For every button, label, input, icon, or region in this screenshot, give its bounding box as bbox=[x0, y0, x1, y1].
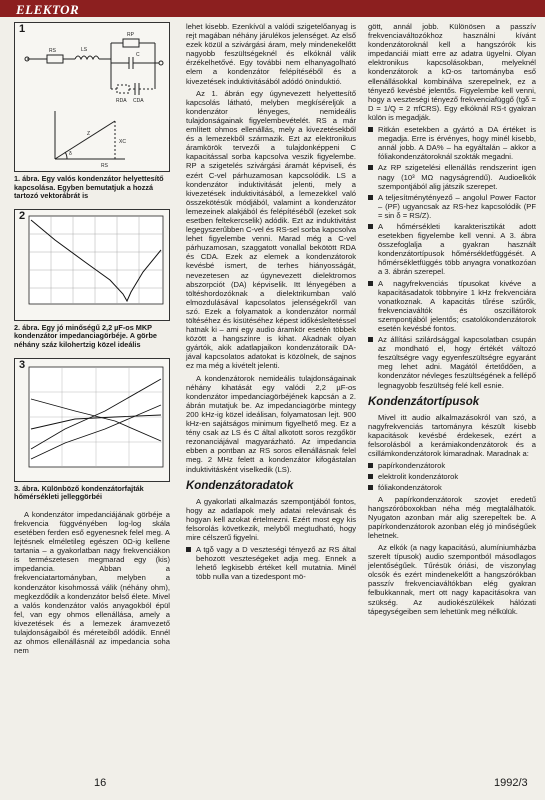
elektor-logo: ELEKTOR bbox=[16, 2, 80, 17]
col2-paragraph-2: Az 1. ábrán egy úgynevezett helyettesítő kapcsolás látható, melyben megkíséreljük a kondenzátor lényeges, nemideális tulajdonságainak figyelembevételét. RS a már említett ohmos ellenállás, mely a kivezetésekből és a lemezekből származik. Ezt az elektronikus áramkörök tervezői a tulajdonképpeni C kapacitással sorba kapcsolva veszik figyelembe. RP a szigetelés szivárgási áramát képviseli, és ezért C-vel párhuzamosan kapcsolódik. LS a kondenzátor induktivitását jelenti, mely a kivezetések induktivitásából, a lemezekkel való összekötésük módjából, valamint a kondenzátor lemezeinek alakjából és felépítéséből (ezeket sok esetben feltekercselik) adódik. Ezt az induktivitást legegyszerűbben C-vel és RS-sel sorba kapcsolva lehet figyelembe venni. Marad még a C-vel párhuzamosan, szaggatott vonallal bekötött RDA és CDA. Ezek az elemek a kondenzátorok kevésbé ismert, de terhes hiányosságát, nevezetesen az úgynevezett dielektromos abszorpciót (DA) képviselik. Itt lényegében a töltéshordozóknak a dielektrikumban való elmozdulásával kapcsolatos jelenségekről van szó. Ezek a folyamatok a kondenzátor normál töltéséhez és kisütéséhez képest időkésleltetéssel hatnak ki – ami egy audio áramkör esetén többek között a hangszínre is kihat. Akadnak olyan gyártók, akik adatlapjaikon kondenzátoraik DA-jával kapcsolatos adatokat is közölnek, de sajnos ez ma még a kivételt jelenti. bbox=[186, 88, 356, 371]
figure-1-number: 1 bbox=[19, 23, 26, 35]
col1-paragraph: A kondenzátor impedanciájának görbéje a frekvencia függvényében log-log skála esetében ferden eső egyenesnek felel meg. A lejtésnek elméletileg egészen 0Ω-ig kellene tartania – a gyakorlatban nagy frekvenciákon is természetesen megmarad egy (kis) impedancia. Abban a frekvenciatartományban, melyben a kondenzátor kisohmossá válik (néhány ohm), megkezdődik a kondenzátor belső élete. Mivel a valós kondenzátor valós anyagokból épül fel, van egy ohmos ellenállása, amely a kivezetések és a lemezek áramvezető tulajdonságaiból és méreteiből adódik. Ennél az ohmos ellenállásnál az impedancia soha nem bbox=[14, 509, 170, 656]
figure-1 bbox=[14, 22, 170, 172]
bullet-power-factor: A teljesítménytényező – angolul Power Factor – (PF) ugyancsak az RS-hez kapcsolódik (PF = sin δ = RS/Z). bbox=[368, 193, 536, 220]
bullet-tgd: A tgδ vagy a D veszteségi tényező az RS által behozott veszteségeket adja meg. Ennek a lehető legkisebb értéket kell mutatnia. Minél több nulla van a tizedespont mö- bbox=[186, 545, 356, 581]
col3-paragraph-2: Mivel itt audio alkalmazásokról van szó, a nagyfrekvenciás tartományra készült kisebb kapacitások kevésbé érdekesek, ezért a felsorolásból a kerámiakondenzátorok és a csillámkondenzátorok kimaradnak. Maradnak a: bbox=[368, 412, 536, 459]
figure-2 bbox=[14, 209, 170, 321]
bullet-da: Ritkán esetekben a gyártó a DA értéket is megadja. Erre is érvényes, hogy minél kisebb, annál jobb. A DA% – ha egyáltalán – akkor a fóliakondenzátoroknál szokták megadni. bbox=[368, 125, 536, 161]
issue-number: 1992/3 bbox=[494, 777, 528, 789]
figure-3 bbox=[14, 358, 170, 482]
svg-text:C: C bbox=[136, 52, 140, 58]
section-heading-kondenzatoradatok: Kondenzátoradatok bbox=[186, 479, 294, 492]
figure-3-caption: 3. ábra. Különböző kondenzátorfajták hőmérsékleti jelleggörbéi bbox=[14, 483, 144, 502]
magazine-header-bar bbox=[0, 0, 545, 17]
bullet-frequency: A nagyfrekvenciás típusokat kivéve a kapacitásadatok többnyire 1 kHz frekvenciára vonatkoznak. A kapacitás tűrése szűrők, frekvenciaváltók és oszcillátorok szempontjából jelentős; csatolókondenzátorok esetén kevésbé fontos. bbox=[368, 279, 536, 334]
svg-text:δ: δ bbox=[69, 151, 72, 157]
equivalent-circuit-diagram bbox=[15, 23, 169, 169]
svg-text:RP: RP bbox=[127, 32, 134, 38]
figure-3-number: 3 bbox=[19, 358, 26, 371]
list-item-paper: papírkondenzátorok bbox=[368, 461, 536, 470]
col2-paragraph-1: lehet kisebb. Ezenkívül a valódi szigetelőanyag is rejt magában néhány járulékos jelenséget. Az első ezek közül a szivárgási áram, mely mindenekelőtt nagyobb feszültségeknél és elkóknál válik érzékelhetővé. Egy további nem elhanyagolható elem a kondenzátor felépítéséből és a kivezetések induktivitásából adódó öninduktió. bbox=[186, 22, 356, 86]
svg-text:LS: LS bbox=[81, 47, 88, 53]
bullet-temperature: A hőmérsékleti karakterisztikát adott esetekben figyelembe kell venni. A 3. ábra összefoglalja a gyakran használt kondenzátortípusok hőmérsékletfüggését. A hőmérsékletfüggés több anyagra vonatkozóan a 3. ábrán szerepel. bbox=[368, 222, 536, 277]
bullet-voltage: Az állítási szilárdsággal kapcsolatban csupán az mondható el, hogy értékét változó feszültségre vagy egyenfeszültségre egyaránt meg lehet adni. Magától értetődően, a kondenzátor névleges feszültségének a fellépő legnagyobb feszültség felé kell esnie. bbox=[368, 335, 536, 390]
column-1 bbox=[14, 22, 170, 658]
col2-paragraph-4: A gyakorlati alkalmazás szempontjából fontos, hogy az adatlapok mely adatai relevánsak és hogyan kell azokat értelmezni. Ezért most egy kis felsorolás következik, melyből megtudható, hogy mire célszerű figyelni. bbox=[186, 496, 356, 543]
impedance-curve-chart bbox=[15, 210, 169, 318]
column-2 bbox=[186, 22, 356, 584]
figure-2-caption: 2. ábra. Egy jó minőségű 2,2 µF-os MKP kondenzátor impedanciagörbéje. A görbe néhány száz kilohertzig közel ideális bbox=[14, 322, 157, 349]
figure-1-caption: 1. ábra. Egy valós kondenzátor helyettesítő kapcsolása. Egyben bemutatjuk a hozzá tartozó vektorábrát is bbox=[14, 174, 164, 201]
svg-text:RS: RS bbox=[49, 48, 56, 54]
column-3 bbox=[368, 22, 536, 619]
figure-2-number: 2 bbox=[19, 209, 26, 222]
svg-text:Z: Z bbox=[87, 131, 91, 137]
svg-text:CDA: CDA bbox=[133, 98, 144, 104]
page-number: 16 bbox=[94, 777, 107, 789]
col3-paragraph-3: A papírkondenzátorok szovjet eredetű hangszóróboxokban néha még megtalálhatók. Nyugaton azonban már alig szerepeltek be. A papírkondenzátorok azonban elég jó minőségűek lehetnek. bbox=[368, 494, 536, 540]
temperature-characteristics-chart bbox=[15, 359, 169, 479]
svg-text:RDA: RDA bbox=[116, 98, 127, 104]
col3-paragraph-1: gött, annál jobb. Különösen a passzív frekvenciaváltozókhoz használni kívánt kondenzátoroknál kell a hangszórók kis impedanciái miatt erre az adatra ügyelni. Olyan elektronikus kapcsolásokban, melyeknél kondenzátorok a kΩ-os tartományba eső ellenállásokkal kombinálva szerepelnek, ez a tényező kevésbé jelentős. Figyelembe kell venni, hogy a veszteségi tényező frekvenciafüggő (tgδ = D = 1/Q = 2 πfCRS). Egy elkóknál RS-t gyakran külön is megadják. bbox=[368, 22, 536, 122]
section-heading-kondenzatortipusok: Kondenzátortípusok bbox=[368, 395, 480, 408]
list-item-electrolytic: elektrolit kondenzátorok bbox=[368, 472, 536, 481]
col2-paragraph-3: A kondenzátorok nemideális tulajdonságainak néhány kihatását egy valódi 2,2 µF-os kondenzátor impedanciagörbéjének kapcsán a 2. ábrán mutatjuk be. Az impedanciagörbe mintegy 200 kHz-ig közel ideálisan, folyamatosan lejt. 900 kHz-en sajátságos minimum figyelhető meg. Ez a tény csak az LS és C által alkotott soros rezgőkör rezonanciájával magyarázható. Az impedancia ebben a pontban az RS soros ellenállásnak felel meg. 2 MHz felett a kondenzátor kifogástalan induktivitásként viselkedik (LS). bbox=[186, 373, 356, 474]
bullet-rp: Az RP szigetelési ellenállás rendszerint igen nagy (10³ MΩ nagyságrendű). Audioelkók szempontjából alig játszik szerepet. bbox=[368, 163, 536, 190]
list-item-film: fóliakondenzátorok bbox=[368, 483, 536, 492]
col3-paragraph-4: Az elkók (a nagy kapacitású, alumíniumházba szerelt típusok) audio szempontból másodlagos jelentőségűek. Tűrésük óriási, de viszonylag olcsók és ezért mindenekelőtt a hangszórókban passzív frekvenciaváltókban elég gyakran felbukkannak, mert ott nagy kapacitásokra van szükség. Az audiokészülékek hálózati tápegységeiben sem lehetünk meg nélkülük. bbox=[368, 542, 536, 616]
svg-text:XC: XC bbox=[119, 139, 126, 145]
svg-text:RS: RS bbox=[101, 163, 108, 169]
